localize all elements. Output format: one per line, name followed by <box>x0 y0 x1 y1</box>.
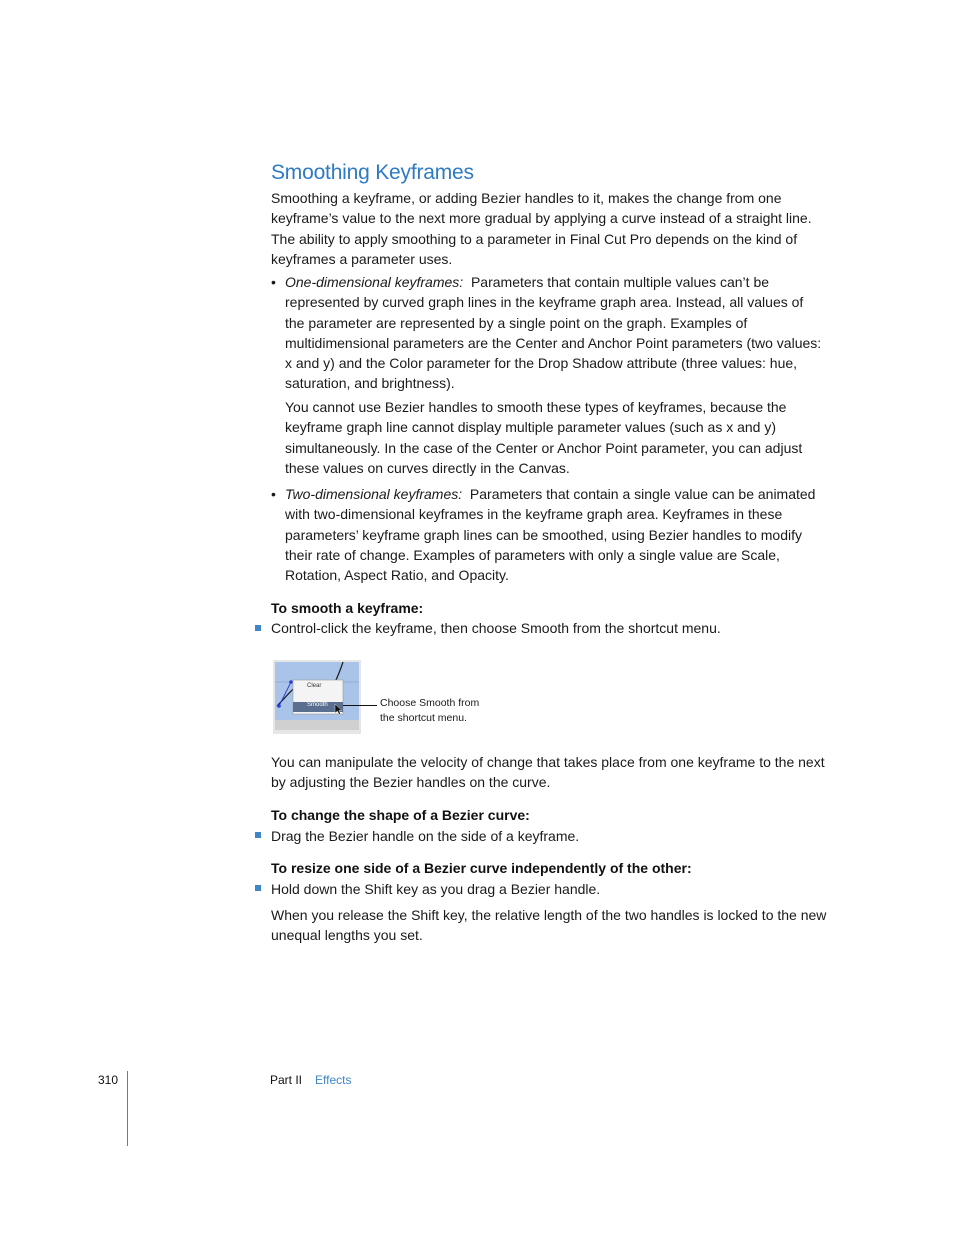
page-number: 310 <box>98 1073 119 1087</box>
task-heading-resize-side: To resize one side of a Bezier curve independently of the other: <box>271 860 692 876</box>
task-heading-bezier-shape: To change the shape of a Bezier curve: <box>271 807 530 823</box>
bullet-lead: Two-dimensional keyframes: <box>285 486 463 502</box>
step-bullet-icon <box>255 885 261 891</box>
caption-line-2: the shortcut menu. <box>380 712 467 724</box>
shortcut-menu-figure <box>273 660 361 734</box>
menu-item-clear[interactable]: Clear <box>307 683 322 689</box>
task-step-bezier-shape: Drag the Bezier handle on the side of a keyframe. <box>271 828 580 844</box>
bezier-handle-icon <box>277 704 281 708</box>
caption-line-1: Choose Smooth from <box>380 697 480 709</box>
task-heading-smooth: To smooth a keyframe: <box>271 600 424 616</box>
task-note-shift: When you release the Shift key, the relative length of the two handles is locked to the new unequal lengths you set. <box>271 907 827 944</box>
bullet-two-dimensional <box>285 484 825 585</box>
velocity-paragraph: You can manipulate the velocity of change that takes place from one keyframe to the next by adjusting the Bezier handles on the curve. <box>271 754 825 791</box>
task-step-resize-side: Hold down the Shift key as you drag a Bezier handle. <box>271 881 601 897</box>
bullet-extra-paragraph: You cannot use Bezier handles to smooth these types of keyframes, because the keyframe graph line cannot display multiple parameter values (such as x and y) simultaneously. In the case of the Center or Anchor Point parameter, you can adjust these values on curves directly in the Canvas. <box>285 399 803 476</box>
footer-divider <box>127 1071 128 1146</box>
bullet-lead: One-dimensional keyframes: <box>285 274 464 290</box>
figure-caption <box>380 696 510 726</box>
bullet-marker: • <box>271 486 276 502</box>
menu-item-smooth[interactable]: Smooth <box>307 702 328 708</box>
intro-paragraph: Smoothing a keyframe, or adding Bezier handles to it, makes the change from one keyframe’s value to the next more gradual by applying a curve instead of a straight line. The ability to apply smoothing to a parameter in Final Cut Pro depends on the kind of keyframes a parameter uses. <box>271 190 812 267</box>
step-bullet-icon <box>255 625 261 631</box>
page-title: Smoothing Keyframes <box>271 161 474 184</box>
bullet-one-dimensional <box>285 272 825 394</box>
step-bullet-icon <box>255 832 261 838</box>
callout-line <box>343 705 377 706</box>
bezier-handle-icon <box>289 680 293 684</box>
keyframe-graph-image <box>273 660 361 734</box>
bullet-marker: • <box>271 274 276 290</box>
footer-part-label: Part II <box>270 1073 303 1087</box>
bullet-text: Parameters that contain a single value can be animated with two-dimensional keyframes in the keyframe graph area. Keyframes in these parameters’ keyframe graph lines can be smoothed, using Bezier handles to modify their rate of change. Examples of parameters with only a single value are Scale, Rotation, Aspect Ratio, and Opacity. <box>285 486 816 584</box>
bullet-text: Parameters that contain multiple values can’t be represented by curved graph lines in the keyframe graph area. Instead, all values of the parameter are represented by a single point on the graph. Examples of multidimensional parameters are the Center and Anchor Point parameters (two values: x and y) and the Color parameter for the Drop Shadow attribute (three values: hue, saturation, and brightness). <box>285 274 822 392</box>
footer-section-link[interactable]: Effects <box>315 1073 352 1087</box>
task-step-smooth: Control-click the keyframe, then choose Smooth from the shortcut menu. <box>271 620 721 636</box>
